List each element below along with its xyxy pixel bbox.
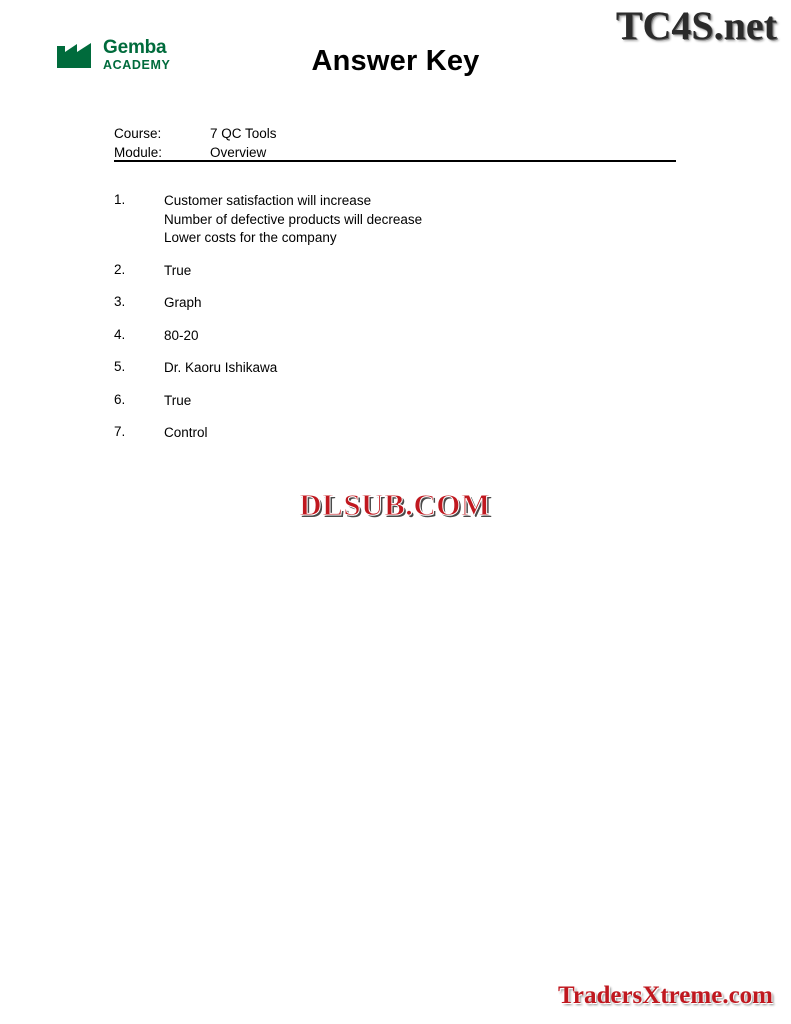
answer-text: [164, 294, 714, 313]
answers-list: [114, 192, 714, 457]
watermark-center-text: DLSUB.COM: [299, 487, 491, 522]
answer-text: [164, 192, 714, 248]
list-item: [114, 359, 714, 378]
course-label: Course:: [114, 126, 162, 141]
course-meta-block: [114, 124, 676, 162]
answer-text: [164, 262, 714, 281]
module-label: Module:: [114, 145, 163, 160]
module-value: Overview: [210, 145, 267, 160]
answer-number: 6.: [114, 391, 126, 407]
page-title: Answer Key: [311, 45, 480, 77]
answer-line: Graph: [164, 295, 202, 310]
answer-number: 3.: [114, 294, 126, 309]
list-item: [114, 424, 714, 443]
answer-number: 4.: [114, 326, 126, 342]
answer-text: [164, 424, 714, 443]
watermark-top-right: TC4S.net: [615, 3, 777, 48]
list-item: [114, 392, 714, 411]
answer-number: 7.: [114, 424, 126, 439]
answer-line: 80-20: [164, 327, 199, 343]
logo-line-gemba: Gemba: [103, 37, 167, 58]
header-divider: [114, 160, 676, 162]
answer-line: Dr. Kaoru Ishikawa: [164, 360, 278, 375]
answer-number: 5.: [114, 359, 126, 374]
answer-text: [164, 392, 714, 411]
answer-line: True: [164, 262, 192, 278]
list-item: [114, 327, 714, 346]
answer-line: Control: [164, 425, 208, 440]
answer-line: True: [164, 392, 192, 408]
answer-text: [164, 327, 714, 346]
list-item: [114, 262, 714, 281]
answer-line: Number of defective products will decrease: [164, 211, 423, 227]
logo-line-academy: ACADEMY: [103, 58, 171, 72]
course-value: 7 QC Tools: [210, 126, 277, 141]
meta-row-course: [114, 124, 676, 143]
answer-number: 1.: [114, 192, 126, 207]
list-item: [114, 294, 714, 313]
answer-number: 2.: [114, 261, 126, 277]
watermark-center: [255, 487, 535, 525]
watermark-bottom-right: TradersXtreme.com: [558, 982, 773, 1009]
answer-text: [164, 359, 714, 378]
answer-line: Customer satisfaction will increase: [164, 193, 372, 208]
answer-line: Lower costs for the company: [164, 230, 337, 245]
list-item: [114, 192, 714, 248]
